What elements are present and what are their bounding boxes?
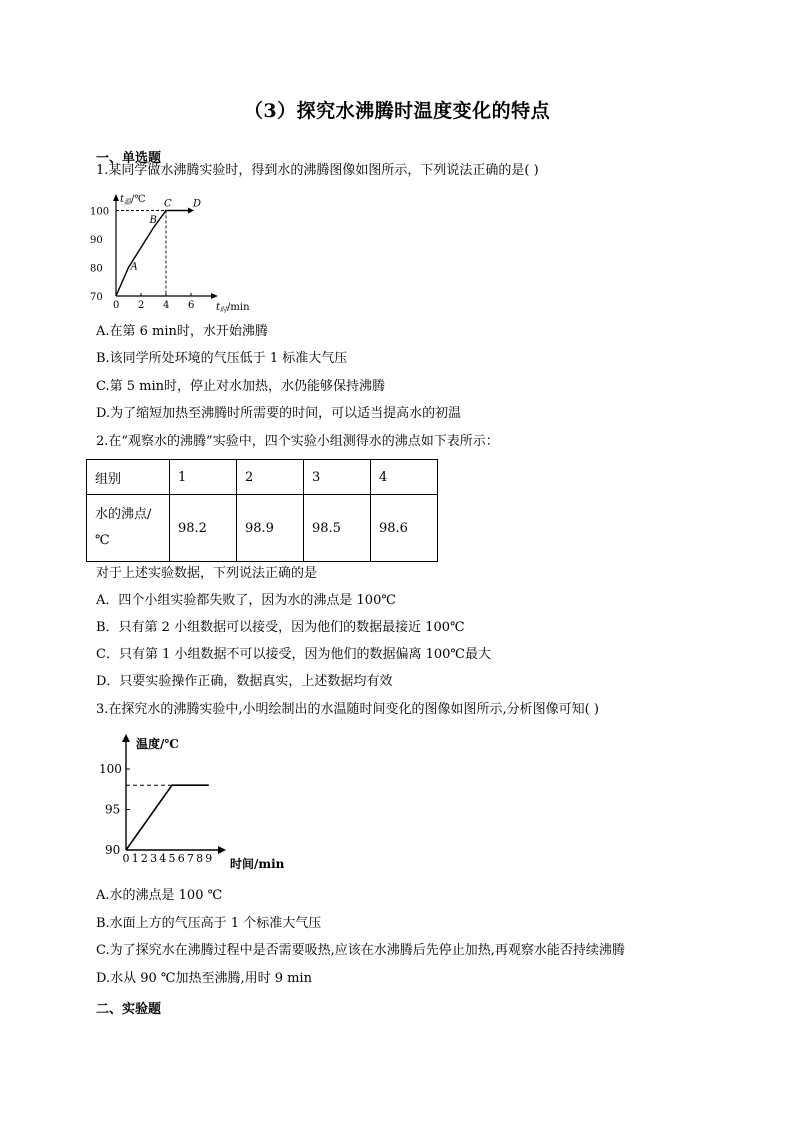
q3-y-arrow [122, 734, 130, 742]
q1-x-arrow [211, 293, 218, 299]
q3-x-tick-label: 8 [196, 852, 204, 865]
table-cell-value-3: 98.5 [304, 495, 371, 562]
question-1-option-b: B.该同学所处环境的气压低于 1 标准大气压 [96, 351, 348, 366]
q1-y-tick-label: 80 [90, 263, 103, 275]
section-heading-experiment: 二、实验题 [96, 1002, 162, 1017]
question-3-option-c: C.为了探究水在沸腾过程中是否需要吸热,应该在水沸腾后先停止加热,再观察水能否持续沸腾 [96, 943, 625, 958]
q1-y-tick-label: 90 [90, 235, 103, 246]
question-2-lead: 对于上述实验数据，下列说法正确的是 [96, 566, 318, 581]
table-header-group: 组别 [87, 460, 170, 495]
question-1-option-a: A.在第 6 min时，水开始沸腾 [96, 324, 268, 339]
q1-x-tick-label: 2 [138, 300, 145, 311]
table-header-boiling-point-line1: 水的沸点/ [95, 507, 152, 522]
q3-x-arrow [218, 846, 226, 854]
question-2-option-b: B．只有第 2 小组数据可以接受，因为他们的数据最接近 100℃ [96, 620, 465, 635]
table-header-boiling-point [87, 495, 170, 562]
q3-x-tick-label: 6 [177, 852, 185, 865]
table-cell-group-3: 3 [304, 460, 371, 495]
page-title: （3）探究水沸腾时温度变化的特点 [243, 100, 551, 122]
boiling-point-table [86, 459, 438, 562]
question-3-option-a: A.水的沸点是 100 ℃ [96, 888, 223, 903]
q1-x-tick-label: 6 [188, 300, 195, 311]
q3-y-tick-label: 100 [99, 762, 122, 776]
question-3-option-b: B.水面上方的气压高于 1 个标准大气压 [96, 916, 322, 931]
q3-ylabel: 温度/℃ [136, 737, 179, 751]
question-2-option-a: A．四个小组实验都失败了，因为水的沸点是 100℃ [96, 593, 396, 608]
q1-y-tick-label: 100 [90, 206, 110, 218]
table-cell-value-4: 98.6 [371, 495, 438, 562]
q3-x-tick-label: 0 [122, 852, 130, 865]
question-2-option-c: C．只有第 1 小组数据不可以接受，因为他们的数据偏离 100℃最大 [96, 647, 491, 662]
q3-x-tick-label: 9 [205, 852, 213, 865]
q1-y-tick-label: 70 [90, 292, 103, 303]
question-3-option-d: D.水从 90 ℃加热至沸腾,用时 9 min [96, 971, 312, 986]
table-header-boiling-point-line2: ℃ [95, 533, 110, 548]
q1-point-label: A [130, 261, 138, 273]
q3-xlabel: 时间/min [230, 857, 285, 871]
question-1-chart [90, 188, 250, 318]
q3-x-tick-label: 5 [168, 852, 176, 865]
question-2-option-d: D．只要实验操作正确，数据真实，上述数据均有效 [96, 674, 393, 689]
q1-y-arrow [113, 194, 119, 201]
q1-point-label: D [193, 198, 202, 210]
table-cell-group-1: 1 [170, 460, 237, 495]
q1-x-tick-label: 0 [113, 300, 120, 311]
question-1-option-d: D.为了缩短加热至沸腾时所需要的时间，可以适当提高水的初温 [96, 406, 462, 421]
table-cell-group-2: 2 [237, 460, 304, 495]
question-2-stem: 2.在“观察水的沸腾”实验中，四个实验小组测得水的沸点如下表所示： [96, 434, 499, 449]
table-row [87, 460, 438, 495]
q3-y-tick-label: 90 [105, 843, 121, 857]
q1-ylabel: $t_温/℃$ [120, 194, 146, 206]
table-cell-value-1: 98.2 [170, 495, 237, 562]
question-1-stem: 1.某同学做水沸腾实验时，得到水的沸腾图像如图所示，下列说法正确的是( ) [96, 163, 539, 178]
q3-x-tick-label: 4 [159, 852, 167, 865]
q3-x-tick-label: 3 [150, 852, 158, 865]
section-heading-single-choice: 一、单选题 [96, 151, 162, 166]
table-cell-group-4: 4 [371, 460, 438, 495]
q1-point-label: C [164, 198, 172, 210]
q1-point-label: B [149, 214, 157, 226]
question-1-option-c: C.第 5 min时，停止对水加热，水仍能够保持沸腾 [96, 379, 386, 394]
question-3-stem: 3.在探究水的沸腾实验中,小明绘制出的水温随时间变化的图像如图所示,分析图像可知( ) [96, 702, 599, 717]
q3-x-tick-label: 2 [140, 852, 148, 865]
q3-x-tick-label: 7 [186, 852, 194, 865]
q1-xlabel: $t_时/\min$ [216, 302, 250, 314]
q3-temperature-line [126, 785, 209, 850]
q3-x-tick-label: 1 [131, 852, 139, 865]
table-cell-value-2: 98.9 [237, 495, 304, 562]
q3-y-tick-label: 95 [105, 802, 121, 817]
q1-x-tick-label: 4 [163, 300, 170, 311]
question-3-chart [96, 728, 296, 876]
table-row [87, 495, 438, 562]
